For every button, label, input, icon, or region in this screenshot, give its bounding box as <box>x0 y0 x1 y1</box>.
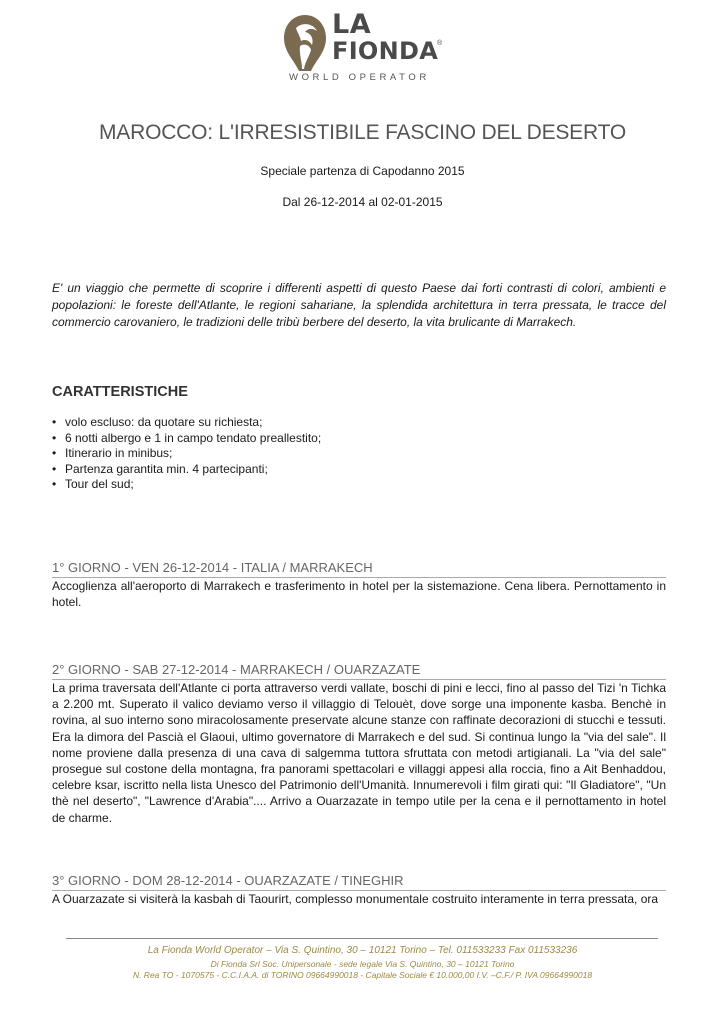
footer-registration: N. Rea TO - 1070575 - C.C.I.A.A. di TORINO 09664990018 - Capitale Sociale € 10.000,00 I.V. –C.F./ P. IVA 09664990018 <box>132 970 593 980</box>
day-description: Accoglienza all'aeroporto di Marrakech e trasferimento in hotel per la sistemazione. Cena libera. Pernottamento in hotel. <box>52 579 666 610</box>
logo-tagline: WORLD OPERATOR <box>289 72 430 83</box>
list-item: • 6 notti albergo e 1 in campo tendato preallestito; <box>52 431 321 447</box>
logo-registered-mark: ® <box>437 40 443 47</box>
logo-text-fionda: FIONDA <box>332 37 439 65</box>
footer-divider <box>66 938 658 939</box>
logo-text-la: LA <box>332 9 372 40</box>
travel-dates: Dal 26-12-2014 al 02-01-2015 <box>282 195 443 209</box>
list-item: • Tour del sud; <box>52 477 321 493</box>
day-heading: 3° GIORNO - DOM 28-12-2014 - OUARZAZATE / TINEGHIR <box>52 873 666 891</box>
footer-legal: Di Fionda Srl Soc. Unipersonale - sede legale Via S. Quintino, 30 – 10121 Torino <box>210 959 515 969</box>
document-title: MAROCCO: L'IRRESISTIBILE FASCINO DEL DESERTO <box>99 121 626 144</box>
day-heading: 1° GIORNO - VEN 26-12-2014 - ITALIA / MARRAKECH <box>52 560 666 578</box>
day-2-section <box>52 662 666 826</box>
day-description: La prima traversata dell'Atlante ci porta attraverso verdi vallate, boschi di pini e lecci, fino al passo del Tizi 'n Tichka a 2.200 mt. Superato il valico deviamo verso il villaggio di Telouèt, dove sorge una imponente kasba. Benchè in rovina, al suo interno sono miracolosamente preservate alcune stanze con raffinate decorazioni di stucchi e tessuti. Era la dimora del Pascià el Glaoui, ultimo governatore di Marrakech e del sud. Si continua lungo la "via del sale". Il nome proviene dalla presenza di una cava di salgemma tuttora sfruttata con metodi artigianali. La "via del sale" prosegue sul costone della montagna, fra panorami spettacolari e villaggi appesi alla roccia, fino a Ait Benhaddou, celebre ksar, iscritto nella lista Unesco del Patrimonio dell'Umanità. Innumerevoli i film girati qui: "Il Gladiatore", "Un thè nel deserto", "Lawrence d'Arabia".... Arrivo a Ouarzazate in tempo utile per la cena e il pernottamento in hotel de charme. <box>52 681 666 825</box>
features-heading: CARATTERISTICHE <box>52 384 188 400</box>
list-item: • Partenza garantita min. 4 partecipanti; <box>52 462 321 478</box>
document-subtitle: Speciale partenza di Capodanno 2015 <box>260 164 465 178</box>
features-list <box>52 415 321 493</box>
fionda-logo-mark-icon <box>283 14 327 72</box>
day-3-section <box>52 873 666 907</box>
day-heading: 2° GIORNO - SAB 27-12-2014 - MARRAKECH / OUARZAZATE <box>52 662 666 680</box>
list-item: • Itinerario in minibus; <box>52 446 321 462</box>
intro-paragraph: E' un viaggio che permette di scoprire i differenti aspetti di questo Paese dai forti contrasti di colori, ambienti e popolazioni: le foreste dell'Atlante, le regioni sahariane, la splendida architettura in terra pressata, le tracce del commercio carovaniero, le tradizioni delle tribù berbere del deserto, la vita brulicante di Marrakech. <box>52 281 666 329</box>
list-item: • volo escluso: da quotare su richiesta; <box>52 415 321 431</box>
footer-address: La Fionda World Operator – Via S. Quintino, 30 – 10121 Torino – Tel. 011533233 Fax 011533236 <box>147 945 578 956</box>
day-description: A Ouarzazate si visiterà la kasbah di Taourirt, complesso monumentale costruito interamente in terra pressata, ora <box>52 892 659 906</box>
company-logo <box>280 9 460 92</box>
day-1-section <box>52 560 666 610</box>
